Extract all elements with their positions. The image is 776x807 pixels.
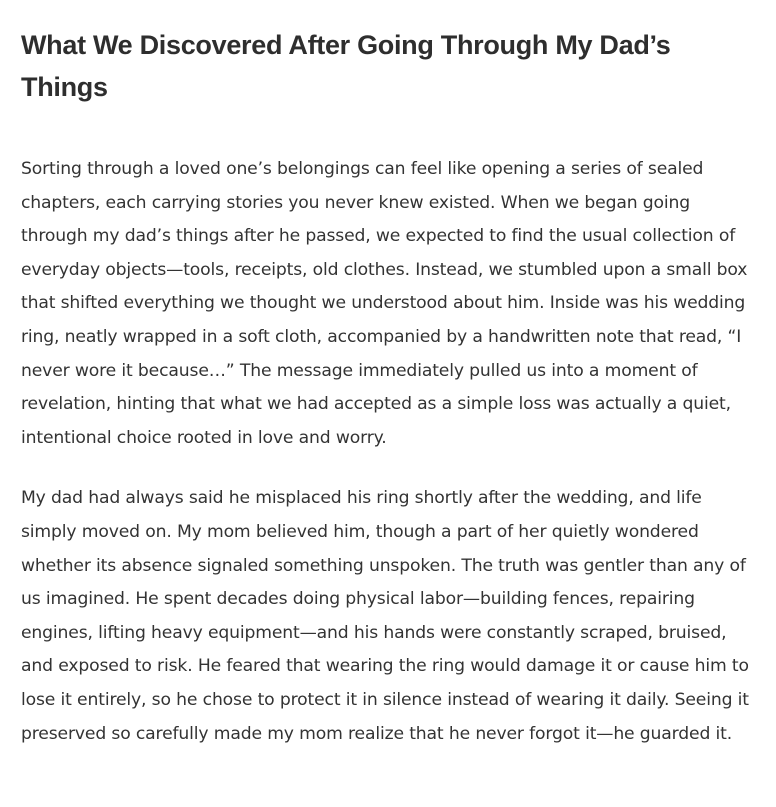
article-paragraph: My dad had always said he misplaced his ring shortly after the wedding, and life simply moved on. My mom believed him, though a part of her quietly wondered whether its absence signaled something unspoken. The truth was gentler than any of us imagined. He spent decades doing physical labor—building fences, repairing engines, lifting heavy equipment—and his hands were constantly scraped, bruised, and exposed to risk. He feared that wearing the ring would damage it or cause him to lose it entirely, so he chose to protect it in silence instead of wearing it daily. Seeing it preserved so carefully made my mom realize that he never forgot it—he guarded it.: [21, 488, 749, 744]
article-title: What We Discovered After Going Through My Dad’s Things: [21, 30, 671, 102]
article: [21, 24, 759, 751]
article-paragraph: Sorting through a loved one’s belongings can feel like opening a series of sealed chapters, each carrying stories you never knew existed. When we began going through my dad’s things after he passed, we expected to find the usual collection of everyday objects—tools, receipts, old clothes. Instead, we stumbled upon a small box that shifted everything we thought we understood about him. Inside was his wedding ring, neatly wrapped in a soft cloth, accompanied by a handwritten note that read, “I never wore it because…” The message immediately pulled us into a moment of revelation, hinting that what we had accepted as a simple loss was actually a quiet, intentional choice rooted in love and worry.: [21, 159, 748, 448]
